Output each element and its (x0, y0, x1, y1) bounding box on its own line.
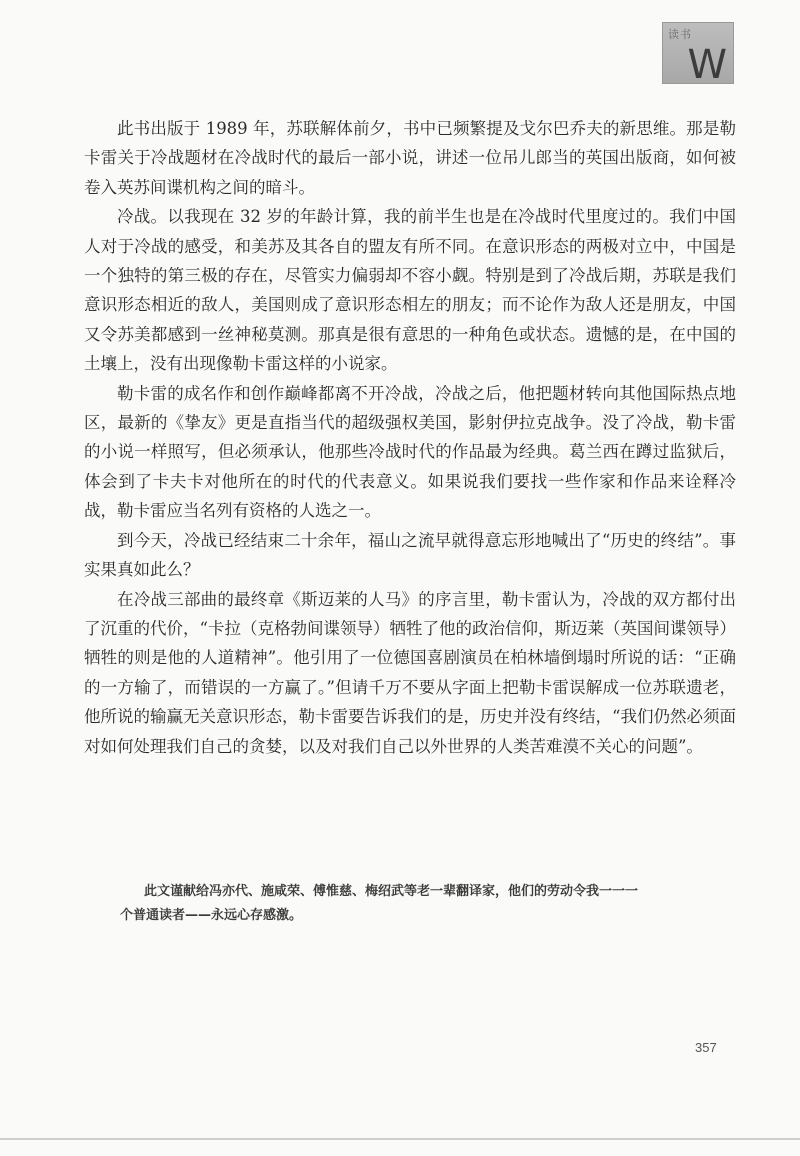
paragraph-3: 勒卡雷的成名作和创作巅峰都离不开冷战，冷战之后，他把题材转向其他国际热点地区，最新的《挚友》更是直指当代的超级强权美国，影射伊拉克战争。没了冷战，勒卡雷的小说一样照写，但必须承认，他那些冷战时代的作品最为经典。葛兰西在蹲过监狱后，体会到了卡夫卡对他所在的时代的代表意义。如果说我们要找一些作家和作品来诠释冷战，勒卡雷应当名列有资格的人选之一。 (84, 383, 736, 521)
badge-letter: W (687, 42, 727, 84)
section-corner-badge (662, 22, 734, 84)
dedication-note (120, 880, 690, 928)
paragraph-4: 到今天，冷战已经结束二十余年，福山之流早就得意忘形地喊出了“历史的终结”。事实果真如此么？ (84, 530, 736, 580)
page-edge-divider (0, 1138, 800, 1140)
page-number: 357 (695, 1040, 717, 1055)
paragraph-2: 冷战。以我现在 32 岁的年龄计算，我的前半生也是在冷战时代里度过的。我们中国人对于冷战的感受，和美苏及其各自的盟友有所不同。在意识形态的两极对立中，中国是一个独特的第三极的存在，尽管实力偏弱却不容小觑。特别是到了冷战后期，苏联是我们意识形态相近的敌人，美国则成了意识形态相左的朋友；而不论作为敌人还是朋友，中国又令苏美都感到一丝神秘莫测。那真是很有意思的一种角色或状态。遗憾的是，在中国的土壤上，没有出现像勒卡雷这样的小说家。 (84, 207, 736, 374)
badge-small-text: 读书 (668, 28, 692, 41)
dedication-line-2: 个普通读者——永远心存感激。 (120, 908, 303, 923)
body-text (84, 114, 736, 761)
paragraph-1: 此书出版于 1989 年，苏联解体前夕，书中已频繁提及戈尔巴乔夫的新思维。那是勒卡雷关于冷战题材在冷战时代的最后一部小说，讲述一位吊儿郎当的英国出版商，如何被卷入英苏间谍机构之间的暗斗。 (84, 119, 736, 197)
paragraph-5: 在冷战三部曲的最终章《斯迈莱的人马》的序言里，勒卡雷认为，冷战的双方都付出了沉重的代价，“卡拉（克格勃间谍领导）牺牲了他的政治信仰，斯迈莱（英国间谍领导）牺牲的则是他的人道精神”。他引用了一位德国喜剧演员在柏林墙倒塌时所说的话：“正确的一方输了，而错误的一方赢了。”但请千万不要从字面上把勒卡雷误解成一位苏联遗老，他所说的输赢无关意识形态，勒卡雷要告诉我们的是，历史并没有终结，“我们仍然必须面对如何处理我们自己的贪婪，以及对我们自己以外世界的人类苦难漠不关心的问题”。 (84, 589, 736, 756)
dedication-line-1: 此文谨献给冯亦代、施咸荣、傅惟慈、梅绍武等老一辈翻译家，他们的劳动令我一一一 (144, 884, 639, 899)
